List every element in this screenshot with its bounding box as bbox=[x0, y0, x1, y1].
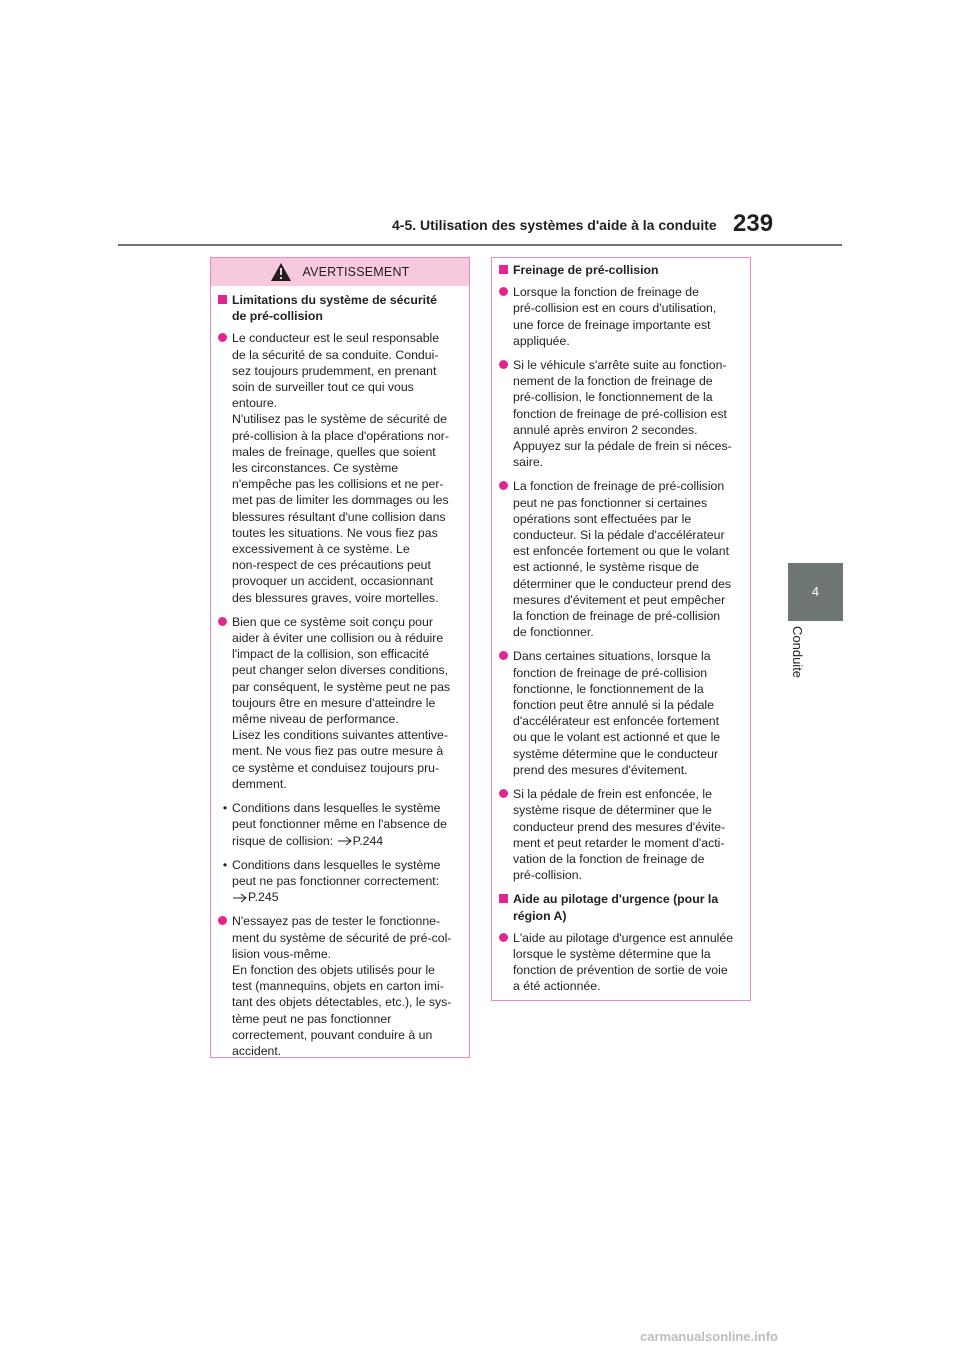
sub-list-item-content bbox=[232, 800, 461, 849]
list-item bbox=[218, 330, 461, 605]
arrow-right-icon bbox=[337, 836, 353, 846]
chapter-label: Conduite bbox=[790, 626, 805, 679]
warning-header bbox=[211, 258, 469, 286]
round-bullet-icon bbox=[218, 617, 227, 626]
warning-title: AVERTISSEMENT bbox=[302, 265, 410, 279]
warning-triangle-icon bbox=[270, 262, 292, 282]
square-bullet-icon bbox=[218, 295, 227, 304]
section-heading bbox=[499, 262, 742, 278]
round-bullet-icon bbox=[218, 916, 227, 925]
sub-list-item bbox=[218, 857, 461, 906]
list-item bbox=[499, 284, 742, 349]
list-item bbox=[218, 614, 461, 792]
list-item bbox=[499, 357, 742, 470]
page-reference-text: P.245 bbox=[248, 890, 279, 905]
round-bullet-icon bbox=[499, 287, 508, 296]
list-item-text: Si la pédale de frein est enfoncée, le système risque de déterminer que le conducteur prend des mesures d'évite- ment et peut retarder le moment d'acti- vation de la fonction de freinage de pré-collision. bbox=[513, 787, 726, 883]
sub-list-item bbox=[218, 800, 461, 849]
round-bullet-icon bbox=[499, 789, 508, 798]
list-item-text: N'essayez pas de tester le fonctionne- ment du système de sécurité de pré-col- lision vous-même. En fonction des objets utilisés pour le test (mannequins, objets en carton imi- tant des objets détectables, etc.), le sys- tème peut ne pas fonctionner correctement, pouvant conduire à un accident. bbox=[232, 914, 452, 1058]
list-item-text: Lorsque la fonction de freinage de pré-collision est en cours d'utilisation, une force de freinage importante est appliquée. bbox=[513, 285, 717, 348]
round-bullet-icon bbox=[499, 933, 508, 942]
square-bullet-icon bbox=[499, 265, 508, 274]
info-content bbox=[492, 258, 750, 1011]
list-item-text: Si le véhicule s'arrête suite au fonction- nement de la fonction de freinage de pré-collision, le fonctionnement de la fonction de freinage de pré-collision est annulé après environ 2 secondes. Appuyez sur la pédale de frein si néces- saire. bbox=[513, 358, 732, 470]
page-reference-text: P.244 bbox=[352, 833, 384, 848]
section-heading bbox=[499, 891, 742, 923]
arrow-right-icon bbox=[232, 893, 248, 903]
round-bullet-icon bbox=[218, 333, 227, 342]
list-item-text: Le conducteur est le seul responsable de la sécurité de sa conduite. Condui- sez toujours prudemment, en prenant soin de surveiller tout ce qui vous entoure. N'utilisez pas le système de sécurité de pré-collision à la place d'opérations nor- males de freinage, quelles que soient les circonstances. Ce système n'empêche pas les collisions et ne per- met pas de limiter les dommages ou les blessures résultant d'une collision dans toutes les situations. Ne vous fiez pas excessivement à ce système. Le non-respect de ces précautions peut provoquer un accident, occasionnant des blessures graves, voire mortelles. bbox=[232, 331, 449, 605]
list-item bbox=[499, 930, 742, 995]
list-item bbox=[499, 786, 742, 883]
info-box bbox=[491, 257, 751, 1001]
list-item bbox=[499, 478, 742, 640]
page-reference-link[interactable] bbox=[232, 890, 279, 904]
sub-bullet-mark: • bbox=[222, 857, 228, 872]
section-heading-text: Freinage de pré-collision bbox=[513, 263, 659, 277]
square-bullet-icon bbox=[499, 894, 508, 903]
round-bullet-icon bbox=[499, 360, 508, 369]
list-item-text: La fonction de freinage de pré-collision peut ne pas fonctionner si certaines opérations sont effectuées par le conducteur. Si la pédale d'accélérateur est enfoncée fortement ou que le volant est actionné, le système risque de déterminer que le conducteur prend des mesures d'évitement et peut empêcher la fonction de freinage de pré-collision de fonctionner. bbox=[513, 479, 732, 640]
chapter-tab[interactable]: 4 bbox=[788, 563, 843, 621]
warning-box bbox=[210, 257, 470, 1058]
sub-list-item-content bbox=[232, 857, 461, 906]
list-item bbox=[218, 913, 461, 1059]
list-item-text: Bien que ce système soit conçu pour aider à éviter une collision ou à réduire l'impact de la collision, son efficacité peut changer selon diverses conditions, par conséquent, le système peut ne pas toujours être en mesure d'atteindre le même niveau de performance. Lisez les conditions suivantes attentive- ment. Ne vous fiez pas outre mesure à ce système et conduisez toujours pru- demment. bbox=[232, 614, 451, 791]
sub-bullet-mark: • bbox=[222, 801, 228, 816]
sub-list-item-text: Conditions dans lesquelles le système peut fonctionner même en l'absence de risque de collision: bbox=[232, 801, 447, 848]
list-item bbox=[499, 648, 742, 778]
round-bullet-icon bbox=[499, 651, 508, 660]
chapter-title: 4-5. Utilisation des systèmes d'aide à la conduite bbox=[392, 217, 717, 233]
page-reference-link[interactable] bbox=[337, 834, 384, 848]
list-item-text: Dans certaines situations, lorsque la fonction de freinage de pré-collision fonctionne, le fonctionnement de la fonction peut être annulé si la pédale d'accélérateur est enfoncée fortement ou que le volant est actionné et que le système détermine que le conducteur prend des mesures d'évitement. bbox=[513, 649, 721, 777]
site-watermark: carmanualsonline.info bbox=[640, 1329, 778, 1344]
header-divider bbox=[118, 244, 842, 246]
sub-list-item-text: Conditions dans lesquelles le système peut ne pas fonctionner correctement: bbox=[232, 857, 441, 888]
list-item-text: L'aide au pilotage d'urgence est annulée lorsque le système détermine que la fonction de prévention de sortie de voie a été actionnée. bbox=[513, 930, 734, 994]
section-heading-text: Limitations du système de sécurité de pré-collision bbox=[232, 293, 438, 324]
section-heading-text: Aide au pilotage d'urgence (pour la région A) bbox=[513, 892, 719, 923]
warning-content bbox=[211, 286, 469, 1075]
chapter-label-container bbox=[780, 626, 810, 696]
page-number: 239 bbox=[733, 210, 774, 237]
round-bullet-icon bbox=[499, 481, 508, 490]
section-heading bbox=[218, 292, 461, 324]
